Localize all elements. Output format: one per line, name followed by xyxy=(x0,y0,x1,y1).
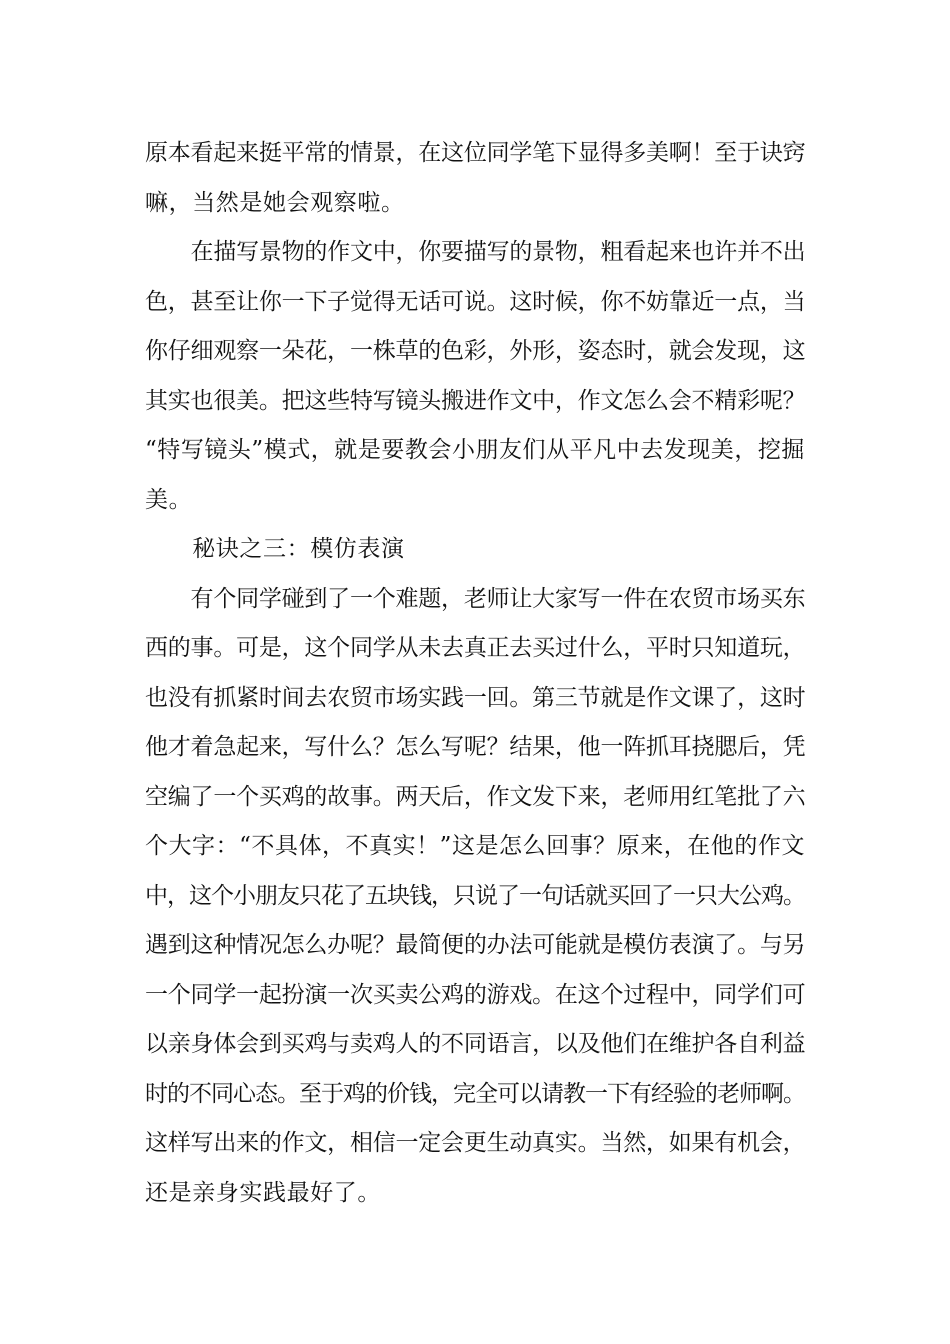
text-line: 这样写出来的作文，相信一定会更生动真实。当然，如果有机会， xyxy=(145,1130,806,1156)
text-line: “特写镜头”模式，就是要教会小朋友们从平凡中去发现美，挖掘 xyxy=(145,437,805,463)
text-line: 一个同学一起扮演一次买卖公鸡的游戏。在这个过程中，同学们可 xyxy=(145,981,806,1008)
text-line: 原本看起来挺平常的情景，在这位同学笔下显得多美啊！至于诀窍 xyxy=(145,140,806,166)
text-line: 中，这个小朋友只花了五块钱，只说了一句话就买回了一只大公鸡。 xyxy=(145,882,805,909)
text-line: 空编了一个买鸡的故事。两天后，作文发下来，老师用红笔批了六 xyxy=(145,783,806,810)
text-line: 在描写景物的作文中，你要描写的景物，粗看起来也许并不出 xyxy=(145,239,806,265)
text-line: 其实也很美。把这些特写镜头搬进作文中，作文怎么会不精彩呢？ xyxy=(145,387,806,414)
text-line: 你仔细观察一朵花，一株草的色彩，外形，姿态时，就会发现，这 xyxy=(145,338,806,364)
text-line: 色，甚至让你一下子觉得无话可说。这时候，你不妨靠近一点，当 xyxy=(145,288,806,315)
text-line: 他才着急起来，写什么？怎么写呢？结果，他一阵抓耳挠腮后，凭 xyxy=(145,734,806,760)
text-line: 也没有抓紧时间去农贸市场实践一回。第三节就是作文课了，这时 xyxy=(145,684,806,711)
text-line: 嘛，当然是她会观察啦。 xyxy=(145,189,405,216)
text-line: 以亲身体会到买鸡与卖鸡人的不同语言，以及他们在维护各自利益 xyxy=(145,1031,806,1057)
text-line: 有个同学碰到了一个难题，老师让大家写一件在农贸市场买东 xyxy=(145,585,806,612)
text-line: 还是亲身实践最好了。 xyxy=(145,1179,381,1206)
text-line: 时的不同心态。至于鸡的价钱，完全可以请教一下有经验的老师啊。 xyxy=(145,1080,805,1107)
text-line: 秘诀之三：模仿表演 xyxy=(145,536,405,562)
text-line: 美。 xyxy=(145,486,193,513)
text-line: 西的事。可是，这个同学从未去真正去买过什么，平时只知道玩， xyxy=(145,635,806,661)
text-line: 遇到这种情况怎么办呢？最简便的办法可能就是模仿表演了。与另 xyxy=(145,932,806,958)
text-line: 个大字：“不具体，不真实！”这是怎么回事？原来，在他的作文 xyxy=(145,833,805,859)
